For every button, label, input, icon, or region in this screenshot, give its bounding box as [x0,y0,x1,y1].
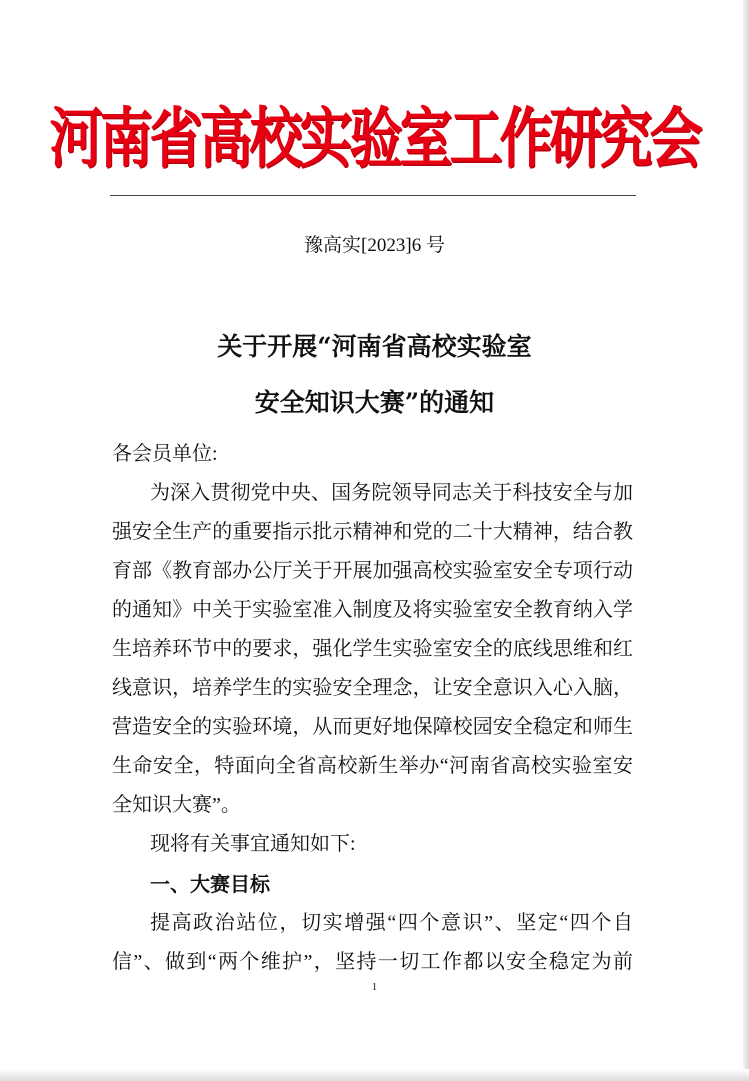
paragraph-2: 现将有关事宜通知如下: [150,833,356,855]
page-edge-shadow [743,0,749,1081]
paragraph-1-line: 营造安全的实验环境，从而更好地保障校园安全稳定和师生 [112,716,633,738]
document-title-line-1: 关于开展“河南省高校实验室 [217,332,532,361]
paragraph-1-line: 生命安全，特面向全省高校新生举办“河南省高校实验室安 [112,755,633,777]
paragraph-1-line: 的通知》中关于实验室准入制度及将实验室安全教育纳入学 [112,599,633,621]
document-number: 豫高实[2023]6 号 [304,235,445,256]
document-title-line-2: 安全知识大赛”的通知 [254,388,495,417]
paragraph-1-line: 线意识，培养学生的实验安全理念，让安全意识入心入脑， [112,677,633,699]
paragraph-1-line: 强安全生产的重要指示批示精神和党的二十大精神，结合教 [112,521,633,543]
header-divider [110,195,636,196]
page-number: 1 [371,981,378,993]
section-1-line: 信”、做到“两个维护”，坚持一切工作都以安全稳定为前 [112,951,633,973]
paragraph-1-line: 为深入贯彻党中央、国务院领导同志关于科技安全与加 [150,482,633,504]
salutation: 各会员单位: [112,443,218,465]
paragraph-1-line: 生培养环节中的要求，强化学生实验室安全的底线思维和红 [112,638,633,660]
section-1-heading: 一、大赛目标 [150,872,270,896]
page-bottom-shadow [0,1069,749,1081]
paragraph-1-line: 育部《教育部办公厅关于开展加强高校实验室安全专项行动 [112,560,633,582]
section-1-line: 提高政治站位，切实增强“四个意识”、坚定“四个自 [150,912,633,934]
paragraph-1-line: 全知识大赛”。 [112,794,241,816]
organization-header: 河南省高校实验室工作研究会 [49,100,700,177]
